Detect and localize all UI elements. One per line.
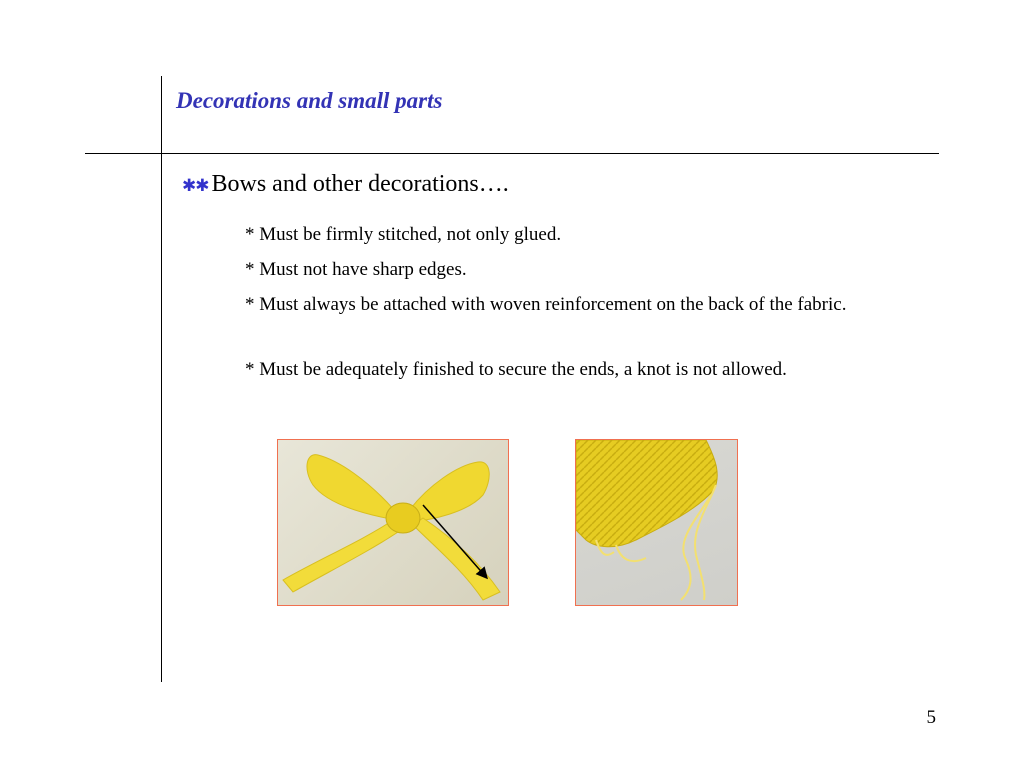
bow-illustration xyxy=(278,440,508,605)
fabric-illustration xyxy=(576,440,737,605)
slide-title: Decorations and small parts xyxy=(176,88,443,113)
subpoint-reinforcement: * Must always be attached with woven reinforcement on the back of the fabric. xyxy=(245,294,847,315)
subpoint-finished-ends: * Must be adequately finished to secure the ends, a knot is not allowed. xyxy=(245,359,787,380)
page-number: 5 xyxy=(926,707,936,728)
fabric-photo xyxy=(575,439,738,606)
asterisk-bullet-icon: ✱✱ xyxy=(182,176,209,195)
vertical-divider xyxy=(161,76,162,682)
main-bullet xyxy=(182,171,509,198)
subpoint-sharp-edges: * Must not have sharp edges. xyxy=(245,259,467,280)
subpoint-stitched: * Must be firmly stitched, not only glued. xyxy=(245,224,562,245)
horizontal-divider xyxy=(85,153,939,154)
bullet-text: Bows and other decorations…. xyxy=(211,171,509,197)
bow-photo xyxy=(277,439,509,606)
